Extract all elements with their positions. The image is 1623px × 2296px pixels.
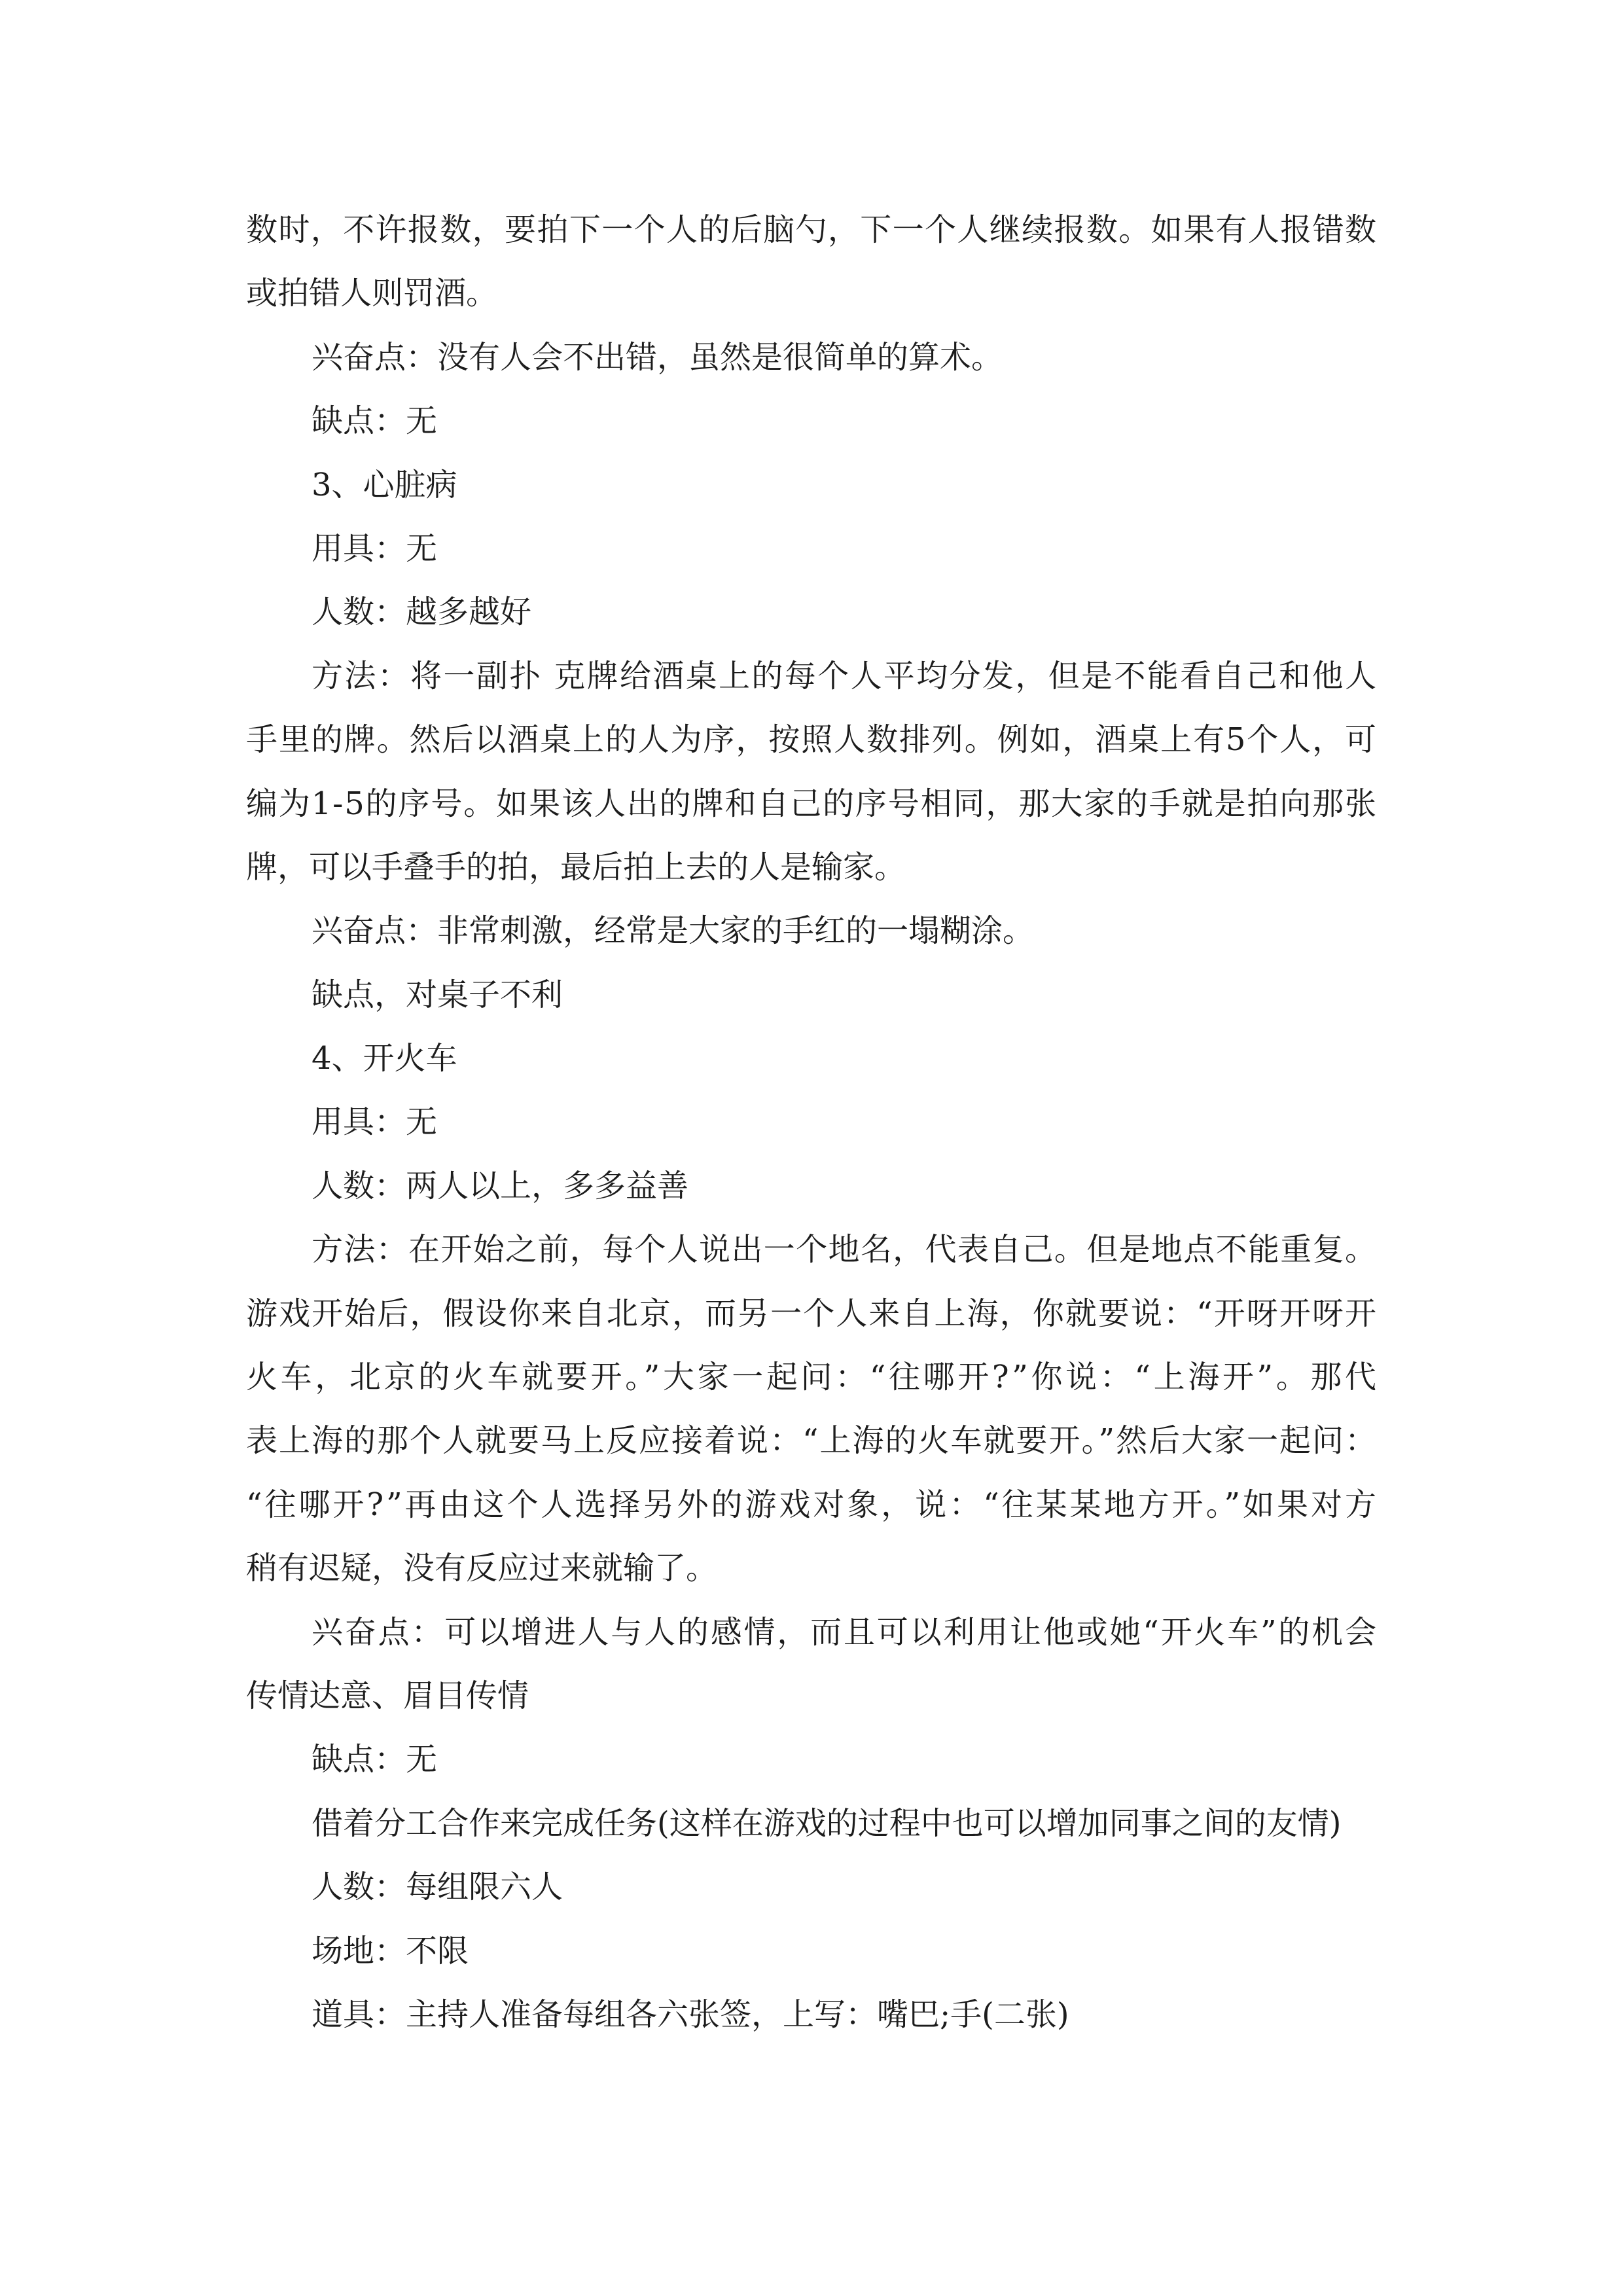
text-line-content: 编为1-5的序号。如果该人出的牌和自己的序号相同，那大家的手就是拍向那张 — [246, 785, 1378, 822]
text-line-content: 人数：两人以上，多多益善 — [312, 1167, 689, 1204]
text-line-content: 用具：无 — [312, 1103, 438, 1141]
text-line — [246, 836, 1376, 899]
document-body — [246, 198, 1380, 2047]
text-line — [246, 772, 1376, 836]
section-heading — [246, 454, 1376, 517]
text-line — [246, 1409, 1376, 1473]
text-line — [246, 581, 1376, 644]
text-line-content: 缺点：无 — [312, 403, 438, 440]
text-line-content: 火车，北京的火车就要开。”大家一起问：“往哪开?”你说：“上海开”。那代 — [246, 1359, 1380, 1396]
text-line-content: “往哪开?”再由这个人选择另外的游戏对象，说：“往某某地方开。”如果对方 — [246, 1486, 1379, 1523]
text-line — [246, 1920, 1376, 1983]
text-line — [246, 1218, 1376, 1282]
text-line-content: 兴奋点：没有人会不出错，虽然是很简单的算术。 — [312, 338, 1003, 376]
text-line — [246, 708, 1376, 772]
text-line — [246, 1664, 1376, 1728]
text-line-content: 道具：主持人准备每组各六张签，上写：嘴巴;手(二张) — [312, 1996, 1069, 2033]
text-line — [246, 326, 1376, 389]
text-line — [246, 1856, 1376, 1919]
text-line — [246, 198, 1376, 262]
text-line-content: 数时，不许报数，要拍下一个人的后脑勺，下一个人继续报数。如果有人报错数 — [246, 211, 1378, 248]
tools-paragraph — [246, 517, 1376, 581]
text-line — [246, 454, 1376, 517]
text-line — [246, 389, 1376, 453]
text-line-content: 3、心脏病 — [312, 466, 457, 503]
text-line-content: 用具：无 — [312, 529, 438, 567]
text-line — [246, 1473, 1379, 1537]
section-heading — [246, 1027, 1376, 1090]
method-paragraph — [246, 645, 1376, 900]
text-line — [246, 1027, 1376, 1090]
text-line-content: 表上海的那个人就要马上反应接着说：“上海的火车就要开。”然后大家一起问： — [246, 1422, 1378, 1460]
props-paragraph — [246, 1983, 1376, 2047]
text-line — [246, 1792, 1376, 1856]
highlight-paragraph — [246, 326, 1376, 389]
text-line-content: 牌，可以手叠手的拍，最后拍上去的人是输家。 — [246, 848, 906, 886]
text-line-content: 人数：每组限六人 — [312, 1869, 563, 1906]
text-line — [246, 1537, 1376, 1600]
venue-paragraph — [246, 1920, 1376, 1983]
text-line — [246, 1346, 1380, 1409]
text-line-content: 或拍错人则罚酒。 — [246, 275, 498, 312]
text-line — [246, 1155, 1376, 1218]
text-line-content: 4、开火车 — [312, 1040, 457, 1077]
text-line-content: 兴奋点：可以增进人与人的感情，而且可以利用让他或她“开火车”的机会 — [312, 1613, 1378, 1651]
intro-paragraph — [246, 1792, 1376, 1856]
method-paragraph — [246, 1218, 1380, 1600]
text-line-content: 传情达意、眉目传情 — [246, 1677, 529, 1714]
text-line-content: 缺点：无 — [312, 1741, 438, 1778]
text-line — [246, 963, 1376, 1027]
text-line — [246, 899, 1376, 963]
text-line-content: 人数：越多越好 — [312, 594, 532, 631]
text-line-content: 借着分工合作来完成任务(这样在游戏的过程中也可以增加同事之间的友情) — [312, 1804, 1342, 1842]
text-line — [246, 262, 1376, 325]
text-line — [246, 645, 1376, 708]
drawback-paragraph — [246, 963, 1376, 1027]
players-paragraph — [246, 1155, 1376, 1218]
text-line — [246, 1090, 1376, 1154]
continued-paragraph — [246, 198, 1376, 326]
text-line-content: 缺点，对桌子不利 — [312, 976, 563, 1013]
text-line — [246, 1282, 1376, 1346]
text-line — [246, 1728, 1376, 1791]
players-paragraph — [246, 581, 1376, 644]
drawback-paragraph — [246, 389, 1376, 453]
text-line-content: 手里的牌。然后以酒桌上的人为序，按照人数排列。例如，酒桌上有5个人，可 — [246, 721, 1378, 759]
text-line-content: 稍有迟疑，没有反应过来就输了。 — [246, 1550, 718, 1587]
text-line — [246, 1983, 1376, 2047]
drawback-paragraph — [246, 1728, 1376, 1791]
text-line-content: 场地：不限 — [312, 1932, 469, 1969]
highlight-paragraph — [246, 1601, 1376, 1729]
text-line-content: 方法：将一副扑 克牌给酒桌上的每个人平均分发，但是不能看自己和他人 — [312, 657, 1378, 694]
highlight-paragraph — [246, 899, 1376, 963]
text-line — [246, 1601, 1376, 1664]
tools-paragraph — [246, 1090, 1376, 1154]
players-paragraph — [246, 1856, 1376, 1919]
text-line-content: 兴奋点：非常刺激，经常是大家的手红的一塌糊涂。 — [312, 912, 1035, 950]
text-line-content: 方法：在开始之前，每个人说出一个地名，代表自己。但是地点不能重复。 — [312, 1231, 1378, 1268]
text-line — [246, 517, 1376, 581]
text-line-content: 游戏开始后，假设你来自北京，而另一个人来自上海，你就要说：“开呀开呀开 — [246, 1295, 1378, 1332]
